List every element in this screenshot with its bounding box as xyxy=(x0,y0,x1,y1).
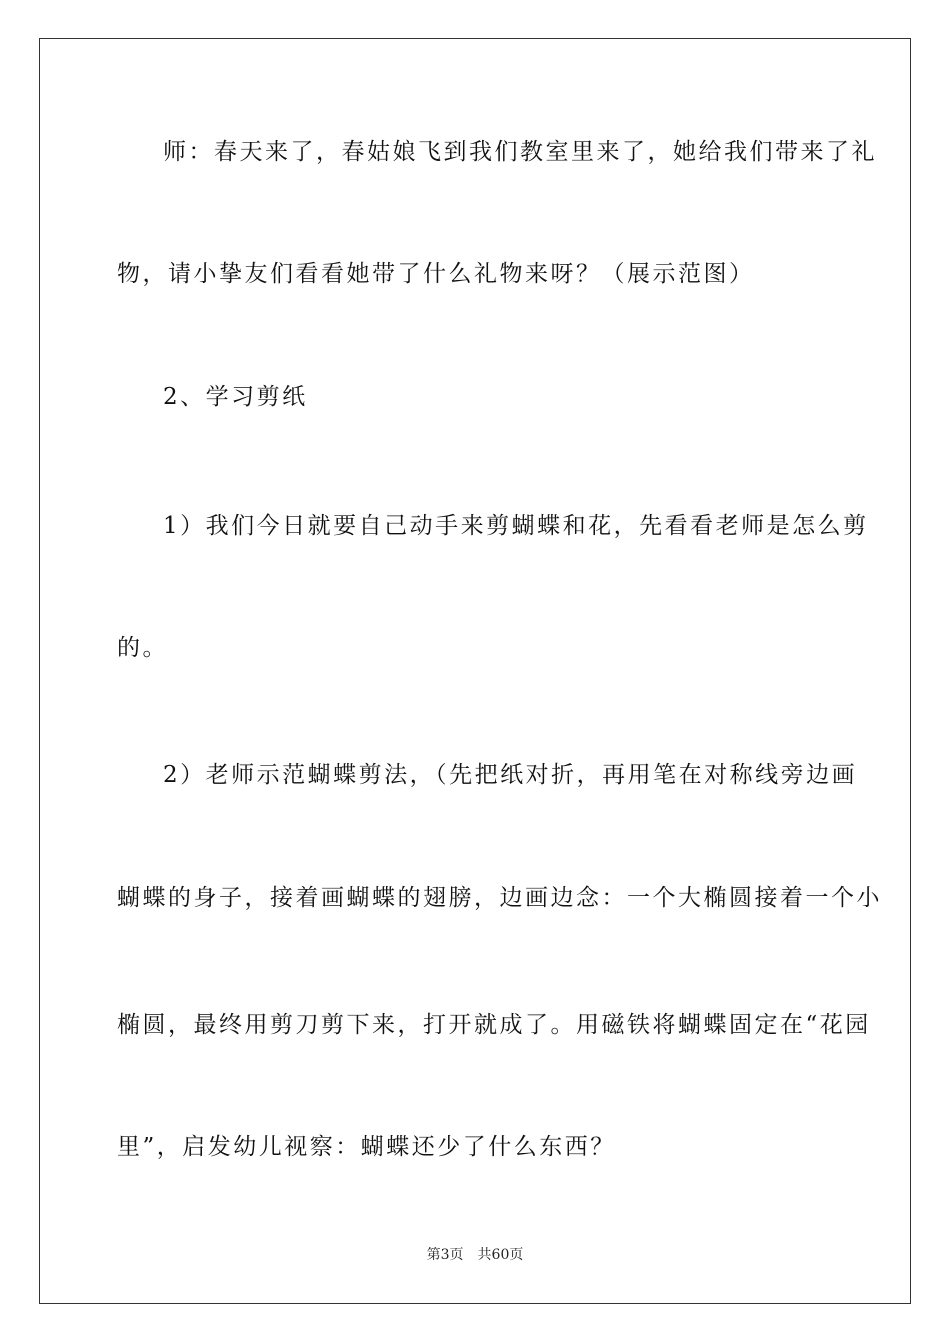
section-heading: 2、学习剪纸 xyxy=(163,384,308,410)
page-total: 共60页 xyxy=(477,1247,524,1263)
paragraph-line: 师：春天来了，春姑娘飞到我们教室里来了，她给我们带来了礼 xyxy=(163,139,877,165)
paragraph-line: 2）老师示范蝴蝶剪法，（先把纸对折，再用笔在对称线旁边画 xyxy=(163,762,858,788)
page-border xyxy=(39,38,911,1304)
paragraph-line: 1）我们今日就要自己动手来剪蝴蝶和花，先看看老师是怎么剪 xyxy=(163,513,869,539)
paragraph-line: 蝴蝶的身子，接着画蝴蝶的翅膀，边画边念：一个大椭圆接着一个小 xyxy=(117,885,882,911)
paragraph-line: 物，请小挚友们看看她带了什么礼物来呀？（展示范图） xyxy=(117,261,755,287)
page-footer xyxy=(0,1245,950,1265)
paragraph-line: 里”，启发幼儿视察：蝴蝶还少了什么东西？ xyxy=(117,1134,616,1160)
paragraph-line: 椭圆，最终用剪刀剪下来，打开就成了。用磁铁将蝴蝶固定在“花园 xyxy=(117,1012,871,1038)
paragraph-line: 的。 xyxy=(117,635,168,661)
page-number: 第3页 xyxy=(426,1247,464,1263)
